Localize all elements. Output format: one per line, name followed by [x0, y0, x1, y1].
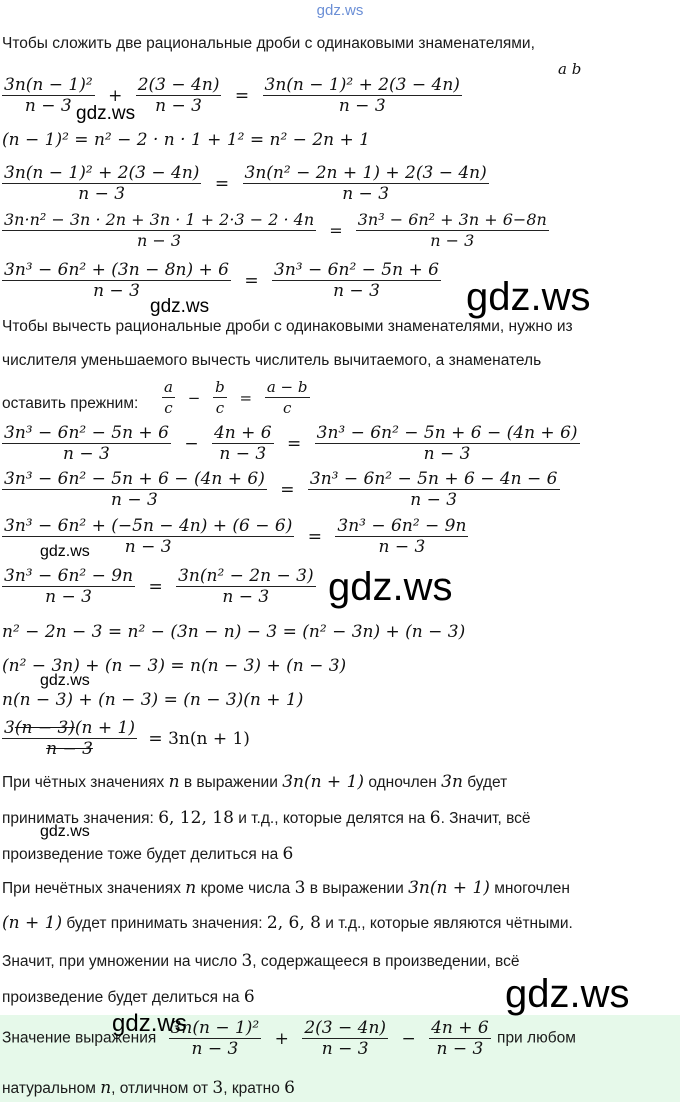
even-line-2: принимать значения: 6, 12, 18 и т.д., которые делятся на 6. Значит, всё — [2, 808, 531, 828]
intro-add-text: Чтобы сложить две рациональные дроби с одинаковыми знаменателями, — [2, 35, 535, 52]
final-line-2: натуральном n, отличном от 3, кратно 6 — [2, 1078, 295, 1098]
step-5: $\frac{\text{3n³ − 6n² + (3n − 8n) + 6}}{n - 3}$ = $\frac{\text{3n³ − 6n² − 5n + 6}}{n - 3}$ — [4, 260, 439, 301]
step-3: $\frac{\text{3n(n − 1)² + 2(3 − 4n)}}{n - 3}$ = $\frac{\text{3n(n² − 2n + 1) + 2(3 − 4n)}}{n - 3}$ — [4, 163, 487, 204]
step-9: $\frac{\text{3n³ − 6n² − 9n}}{n - 3}$ = $\frac{\text{3n(n² − 2n − 3)}}{n - 3}$ — [4, 566, 314, 607]
step-4: $\frac{\text{3n·n² − 3n · 2n + 3n · 1 + 2·3 − 2 · 4n}}{n - 3}$ = $\frac{\text{3n³ − 6n² + 3n + 6−8n}}{n - 3}$ — [4, 210, 547, 250]
watermark: gdz.ws — [40, 672, 90, 689]
site-logo[interactable]: gdz.ws — [316, 2, 364, 19]
watermark: gdz.ws — [40, 543, 90, 560]
even-line-3: произведение тоже будет делиться на 6 — [2, 844, 294, 864]
step-8: $\frac{\text{3n³ − 6n² + (−5n − 4n) + (6 − 6)}}{n - 3}$ = $\frac{\text{3n³ − 6n² − 9n}}{n - 3}$ — [4, 516, 467, 557]
intro-add-vars: a b — [558, 60, 582, 78]
rule-sub-line-3: оставить прежним: — [2, 395, 139, 412]
step-7: $\frac{\text{3n³ − 6n² − 5n + 6 − (4n + 6)}}{n - 3}$ = $\frac{\text{3n³ − 6n² − 5n + 6 − 4n − 6}}{n - 3}$ — [4, 469, 558, 510]
watermark: gdz.ws — [40, 823, 90, 840]
even-line-1: При чётных значениях n в выражении 3n(n + 1) одночлен 3n будет — [2, 772, 508, 792]
step-6: $\frac{\text{3n³ − 6n² − 5n + 6}}{n - 3}$ − $\frac{4n + 6}{n - 3}$ = $\frac{\text{3n³ − 6n² − 5n + 6 − (4n + 6)}}{n - 3}$ — [4, 423, 578, 464]
watermark: gdz.ws — [505, 972, 630, 1016]
odd-line-2: (n + 1) будет принимать значения: 2, 6, 8 и т.д., которые являются чётными. — [2, 913, 573, 933]
rule-formula: $\frac{a}{c}$ − $\frac{b}{c}$ = $\frac{a - b}{c}$ — [164, 378, 308, 417]
watermark: gdz.ws — [328, 565, 453, 609]
watermark: gdz.ws — [112, 1010, 187, 1037]
odd-line-4: произведение будет делиться на 6 — [2, 987, 255, 1007]
step-1: $\frac{\text{3n(n − 1)²}}{n - 3}$ + $\frac{2(3 - 4n)}{n - 3}$ = $\frac{\text{3n(n − 1)² + 2(3 − 4n)}}{n - 3}$ — [4, 75, 460, 116]
step-10: n² − 2n − 3 = n² − (3n − n) − 3 = (n² − 3n) + (n − 3) — [2, 622, 466, 642]
step-2: (n − 1)² = n² − 2 · n · 1 + 1² = n² − 2n + 1 — [2, 130, 370, 150]
step-12: n(n − 3) + (n − 3) = (n − 3)(n + 1) — [2, 690, 304, 710]
watermark: gdz.ws — [76, 103, 136, 124]
rule-sub-line-2: числителя уменьшаемого вычесть числитель вычитаемого, а знаменатель — [2, 352, 542, 369]
watermark: gdz.ws — [150, 296, 210, 317]
step-11: (n² − 3n) + (n − 3) = n(n − 3) + (n − 3) — [2, 656, 347, 676]
rule-sub-line-1: Чтобы вычесть рациональные дроби с одинаковыми знаменателями, нужно из — [2, 318, 573, 335]
step-13: $\frac{3(n - 3)(n + 1)}{n - 3}$ = 3n(n + 1) — [4, 718, 250, 759]
final-statement: Значение выражения $\frac{\text{3n(n − 1)²}}{n - 3}$ + $\frac{2(3 - 4n)}{n - 3}$ − $\frac{4n + 6}{n - 3}$ при любом — [2, 1018, 576, 1059]
watermark: gdz.ws — [466, 275, 591, 319]
odd-line-1: При нечётных значениях n кроме числа 3 в выражении 3n(n + 1) многочлен — [2, 878, 570, 898]
odd-line-3: Значит, при умножении на число 3, содержащееся в произведении, всё — [2, 951, 520, 971]
